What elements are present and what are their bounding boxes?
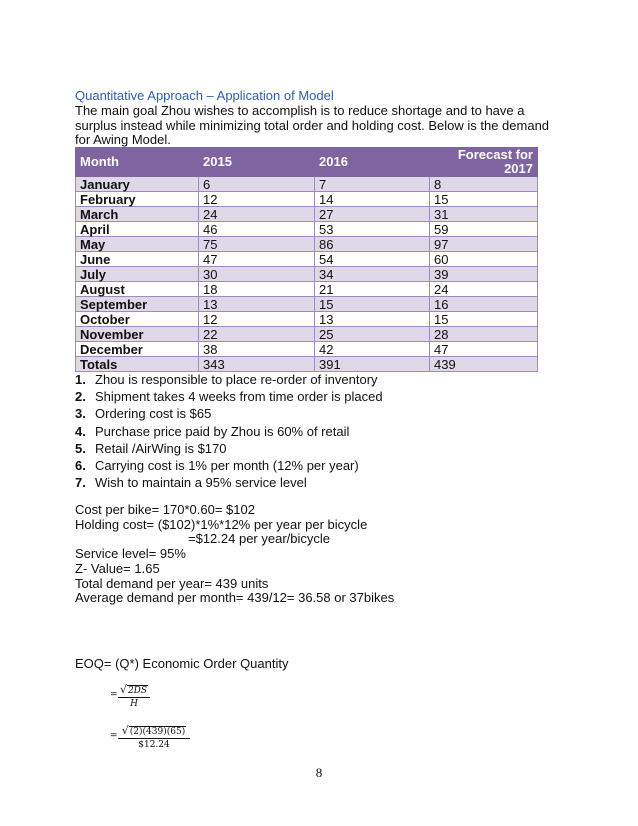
cell-month: July <box>76 267 199 282</box>
cell-value-2015: 47 <box>199 252 315 267</box>
list-number: 1. <box>75 372 86 387</box>
list-text: Purchase price paid by Zhou is 60% of retail <box>95 423 350 439</box>
list-item <box>75 474 383 491</box>
list-item <box>75 440 383 457</box>
list-item <box>75 388 383 405</box>
cell-value-2016: 42 <box>315 342 430 357</box>
cell-forecast-2017: 31 <box>430 207 538 222</box>
cell-value-2016: 53 <box>315 222 430 237</box>
header-2015: 2015 <box>199 148 315 177</box>
table-totals-row <box>76 357 538 372</box>
cell-value-2016: 54 <box>315 252 430 267</box>
cell-value-2015: 75 <box>199 237 315 252</box>
fraction <box>118 724 190 750</box>
cell-value-2015: 24 <box>199 207 315 222</box>
average-demand: Average demand per month= 439/12= 36.58 or 37bikes <box>75 590 395 606</box>
cell-value-2016: 86 <box>315 237 430 252</box>
numerator <box>118 683 150 696</box>
holding-cost: Holding cost= ($102)*1%*12% per year per bicycle <box>75 516 368 532</box>
list-number: 3. <box>75 406 86 422</box>
cell-month: August <box>76 282 199 297</box>
equals-sign: = <box>110 731 118 741</box>
denominator: $12.24 <box>138 740 170 750</box>
list-number: 5. <box>75 440 86 456</box>
equals-sign: = <box>110 690 118 700</box>
cell-value-2015: 46 <box>199 222 315 237</box>
cell-month: March <box>76 207 199 222</box>
list-item <box>75 405 383 422</box>
totals-forecast-2017: 439 <box>430 357 538 372</box>
table-row <box>76 327 538 342</box>
table-row <box>76 267 538 282</box>
cell-forecast-2017: 15 <box>430 192 538 207</box>
numerator <box>118 724 190 737</box>
cost-per-bike: Cost per bike= 170*0.60= $102 <box>75 502 255 517</box>
cell-month: September <box>76 297 199 312</box>
fraction <box>118 683 150 709</box>
list-text: Wish to maintain a 95% service level <box>95 475 307 491</box>
cell-value-2015: 18 <box>199 282 315 297</box>
header-forecast-2017: Forecast for 2017 <box>430 148 538 177</box>
list-number: 2. <box>75 389 86 405</box>
cell-month: January <box>76 177 199 192</box>
denominator: H <box>130 699 138 709</box>
cell-forecast-2017: 60 <box>430 252 538 267</box>
list-item <box>75 423 383 440</box>
cell-month: June <box>76 252 199 267</box>
header-month: Month <box>76 148 199 177</box>
header-2016: 2016 <box>315 148 430 177</box>
calculations <box>75 503 394 606</box>
totals-month: Totals <box>76 357 199 372</box>
demand-table <box>75 147 538 372</box>
totals-value-2015: 343 <box>199 357 315 372</box>
cell-value-2015: 13 <box>199 297 315 312</box>
cell-value-2016: 25 <box>315 327 430 342</box>
cell-value-2015: 12 <box>199 192 315 207</box>
table-row <box>76 207 538 222</box>
radicand: (2)(439)(65) <box>129 727 186 737</box>
list-text: Shipment takes 4 weeks from time order is placed <box>95 389 383 405</box>
list-text: Retail /AirWing is $170 <box>95 440 227 456</box>
cell-month: May <box>76 237 199 252</box>
service-level: Service level= 95% <box>75 546 186 562</box>
cell-value-2015: 6 <box>199 177 315 192</box>
cell-month: October <box>76 312 199 327</box>
list-text: Zhou is responsible to place re-order of inventory <box>95 372 378 387</box>
table-row <box>76 237 538 252</box>
radical-sign: √ <box>121 724 129 737</box>
radical-sign: √ <box>119 683 127 696</box>
cell-forecast-2017: 16 <box>430 297 538 312</box>
facts-list <box>75 371 383 491</box>
cell-value-2016: 15 <box>315 297 430 312</box>
radicand: 2DS <box>127 686 148 696</box>
eoq-formula-general <box>110 683 170 713</box>
total-demand: Total demand per year= 439 units <box>75 575 269 591</box>
cell-month: November <box>76 327 199 342</box>
section-heading: Quantitative Approach – Application of Model <box>75 88 334 103</box>
eoq-title: EOQ= (Q*) Economic Order Quantity <box>75 656 289 671</box>
table-row <box>76 282 538 297</box>
cell-month: April <box>76 222 199 237</box>
list-number: 7. <box>75 475 86 491</box>
z-value: Z- Value= 1.65 <box>75 560 160 576</box>
cell-value-2016: 13 <box>315 312 430 327</box>
cell-value-2016: 27 <box>315 207 430 222</box>
cell-value-2016: 7 <box>315 177 430 192</box>
table-row <box>76 312 538 327</box>
cell-forecast-2017: 8 <box>430 177 538 192</box>
cell-forecast-2017: 59 <box>430 222 538 237</box>
table-header-row <box>76 148 538 177</box>
cell-value-2015: 22 <box>199 327 315 342</box>
list-item <box>75 371 383 388</box>
cell-forecast-2017: 97 <box>430 237 538 252</box>
cell-value-2015: 38 <box>199 342 315 357</box>
cell-value-2015: 30 <box>199 267 315 282</box>
list-text: Ordering cost is $65 <box>95 406 212 422</box>
page-number: 8 <box>315 765 323 780</box>
cell-forecast-2017: 24 <box>430 282 538 297</box>
table-row <box>76 222 538 237</box>
cell-value-2016: 34 <box>315 267 430 282</box>
table-row <box>76 177 538 192</box>
list-number: 4. <box>75 423 86 439</box>
list-text: Carrying cost is 1% per month (12% per year) <box>95 457 359 473</box>
cell-forecast-2017: 39 <box>430 267 538 282</box>
table-row <box>76 342 538 357</box>
holding-cost-result: =$12.24 per year/bicycle <box>188 531 331 547</box>
cell-forecast-2017: 47 <box>430 342 538 357</box>
eoq-formula-values <box>110 724 200 754</box>
cell-month: December <box>76 342 199 357</box>
cell-value-2015: 12 <box>199 312 315 327</box>
cell-month: February <box>76 192 199 207</box>
cell-value-2016: 14 <box>315 192 430 207</box>
cell-forecast-2017: 28 <box>430 327 538 342</box>
cell-value-2016: 21 <box>315 282 430 297</box>
list-number: 6. <box>75 457 86 473</box>
intro-paragraph: The main goal Zhou wishes to accomplish is to reduce shortage and to have a surplus instead while minimizing total order and holding cost. Below is the demand for Awing Model. <box>75 103 550 147</box>
list-item <box>75 457 383 474</box>
totals-value-2016: 391 <box>315 357 430 372</box>
table-row <box>76 297 538 312</box>
cell-forecast-2017: 15 <box>430 312 538 327</box>
table-row <box>76 192 538 207</box>
table-row <box>76 252 538 267</box>
